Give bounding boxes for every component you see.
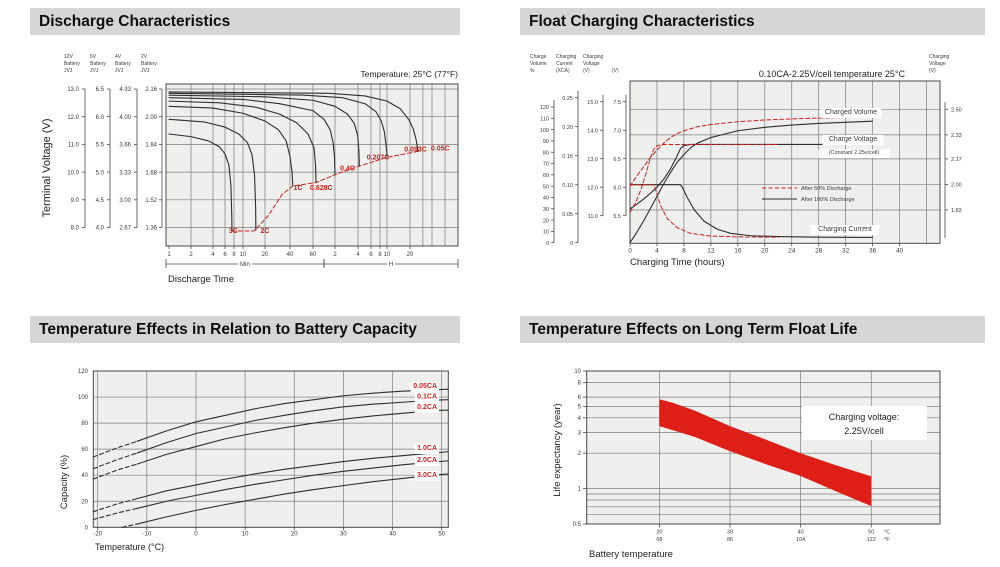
curve-label: 0.4C	[340, 165, 355, 173]
scale-value: 6.0	[95, 114, 104, 121]
tick-label: 60	[309, 252, 317, 258]
tick-label: -10	[142, 531, 152, 538]
tick-label: 4	[211, 252, 215, 258]
x-axis-label: Charging Time (hours)	[630, 257, 725, 268]
section-header-float-life: Temperature Effects on Long Term Float Life	[520, 316, 985, 343]
scale-value: 20	[542, 218, 549, 225]
scale-value: 3.33	[119, 170, 131, 177]
scale-header: JVJ	[90, 68, 99, 74]
tick-label: 50	[438, 531, 446, 538]
scale-value: 10.0	[67, 170, 79, 177]
scale-header: Voltage	[929, 61, 946, 67]
tick-label: 2	[333, 252, 337, 258]
tick-label: 10	[574, 369, 581, 375]
scale-value: 2.00	[951, 182, 962, 189]
scale-value: 5.5	[613, 213, 621, 220]
scale-value: 13.0	[67, 87, 79, 94]
scale-header: 12V	[64, 54, 73, 60]
tick-label: 20	[81, 499, 88, 506]
tick-label: 0	[194, 531, 198, 538]
curve-label: 2.0CA	[417, 457, 437, 464]
scale-header: Charging	[583, 54, 604, 60]
chart-note: Temperature: 25°C (77°F)	[360, 69, 458, 79]
tick-label: 1	[577, 486, 581, 493]
legend-label: After 50% Discharge	[801, 186, 852, 192]
scale-value: 0.25	[562, 95, 573, 102]
scale-value: 40	[542, 195, 549, 202]
y-axis-label: Life expectancy (year)	[552, 403, 563, 497]
scale-value: 4.5	[95, 198, 104, 204]
legend-label: After 100% Discharge	[801, 197, 855, 203]
scale-value: 1.84	[145, 142, 157, 149]
tick-label: 40	[389, 531, 396, 538]
y-axis-label: Terminal Voltage (V)	[41, 118, 53, 218]
plot-label: Charge Voltage	[828, 136, 878, 143]
scale-value: 6.0	[613, 185, 621, 192]
scale-header: Battery	[141, 61, 157, 67]
curve-label: 0.05CA	[413, 383, 437, 390]
scale-value: 50	[542, 184, 549, 191]
tick-label: 60	[81, 447, 88, 454]
tick-label: 4	[577, 415, 581, 422]
tick-label: 40	[81, 473, 88, 480]
scale-value: 2.33	[951, 133, 962, 140]
annotation-text: Charging voltage:	[828, 412, 900, 422]
scale-value: 70	[542, 161, 549, 168]
discharge-chart	[41, 54, 458, 285]
scale-value: 2.16	[145, 87, 157, 94]
tick-label: 16	[734, 247, 742, 255]
scale-value: 0.15	[562, 153, 573, 160]
tick-label: 8	[577, 380, 581, 387]
scale-value: 0	[545, 240, 549, 247]
scale-value: 7.5	[613, 99, 621, 106]
scale-value: 1.36	[145, 225, 157, 232]
tick-label: -20	[93, 531, 103, 538]
curve-label: 2C	[260, 228, 270, 236]
scale-value: 2.50	[951, 107, 962, 114]
scale-value: 7.0	[613, 128, 621, 135]
float-life-chart	[552, 369, 940, 560]
scale-value: 6.5	[95, 87, 104, 94]
tick-label: 120	[77, 369, 88, 375]
tick-label: 40	[286, 252, 294, 258]
curve-label: 0.1CA	[417, 393, 437, 401]
scale-value: 2.17	[951, 157, 962, 164]
scale-value: 1.52	[145, 198, 157, 204]
tick-label: 3	[577, 430, 581, 437]
chart-note: 0.10CA-2.25V/cell temperature 25°C	[758, 69, 905, 79]
y-axis-label: Capacity (%)	[59, 454, 70, 510]
tick-label: 122	[866, 537, 876, 543]
tick-label: 68	[656, 537, 663, 543]
scale-header: (V)	[929, 68, 936, 74]
section-header-temp-capacity: Temperature Effects in Relation to Battery Capacity	[30, 316, 460, 343]
curve-label: 0.093C	[404, 146, 427, 154]
scale-header: Volume	[530, 61, 547, 67]
tick-label: 12	[707, 247, 715, 255]
scale-value: 4.33	[119, 87, 131, 94]
curve-label: 1.0CA	[417, 445, 437, 452]
scale-header: Charge	[530, 54, 547, 60]
scale-header: (V)	[583, 68, 590, 74]
curve-label: 0.628C	[310, 184, 333, 192]
tick-label: 4	[356, 252, 360, 258]
scale-value: 8.0	[70, 225, 79, 232]
scale-value: 14.0	[587, 128, 598, 135]
scale-value: 1.83	[951, 208, 962, 215]
tick-label: 6	[577, 395, 581, 402]
scale-header: Voltage	[583, 61, 600, 67]
tick-label: 0.5	[572, 522, 581, 529]
scale-header: Battery	[90, 61, 106, 67]
tick-label: 50	[868, 529, 875, 536]
tick-label: 100	[77, 395, 88, 402]
scale-header: 4V	[115, 54, 122, 60]
curve-label: 0.207C	[366, 154, 390, 162]
scale-value: 3.66	[119, 142, 131, 149]
tick-label: 2	[577, 451, 581, 458]
tick-label: 80	[81, 421, 88, 428]
scale-value: 4.0	[95, 225, 104, 232]
scale-value: 12.0	[587, 185, 598, 192]
section-header-float-charging: Float Charging Characteristics	[520, 8, 985, 35]
scale-value: 15.0	[587, 99, 598, 106]
scale-header: Current	[556, 61, 573, 67]
tick-label: 2	[189, 252, 193, 258]
scale-value: 6.5	[613, 156, 621, 163]
scale-value: 100	[539, 127, 549, 134]
plot-area	[630, 81, 940, 243]
tick-label: 0	[628, 247, 632, 255]
scale-value: 120	[539, 105, 549, 112]
curve-label: 0.2CA	[417, 404, 437, 411]
scale-value: 0	[569, 240, 573, 247]
scale-header: 6V	[90, 54, 97, 60]
scale-header: Charging	[556, 54, 577, 60]
scale-value: 5.0	[95, 170, 104, 177]
tick-label: 10	[241, 531, 249, 538]
unit-span-label: Min	[240, 262, 250, 268]
scale-value: 11.0	[67, 142, 79, 149]
tick-unit: °C	[884, 529, 891, 536]
scale-header: JVJ	[64, 68, 73, 74]
tick-label: 24	[788, 247, 796, 255]
scale-value: 30	[542, 206, 549, 213]
scale-value: 3.00	[119, 198, 131, 204]
tick-label: 104	[796, 537, 806, 543]
scale-header: Battery	[64, 61, 80, 67]
tick-label: 28	[815, 247, 823, 255]
tick-label: 6	[369, 252, 373, 258]
scale-value: 110	[540, 116, 549, 123]
x-axis-label: Discharge Time	[168, 274, 234, 285]
tick-label: 20	[656, 529, 663, 536]
scale-header: JVJ	[141, 68, 150, 74]
scale-value: 60	[542, 173, 549, 180]
tick-label: 40	[797, 529, 804, 536]
scale-value: 0.20	[562, 124, 573, 131]
plot-label: (Constant 2.25v/cell)	[828, 150, 880, 156]
plot-label: Charging Current	[818, 226, 872, 233]
scale-header: JVJ	[115, 68, 124, 74]
scale-value: 1.68	[145, 170, 157, 177]
scale-value: 10	[542, 229, 549, 236]
scale-header: %	[530, 68, 535, 74]
scale-header: Charging	[929, 54, 950, 60]
tick-label: 10	[383, 252, 391, 258]
tick-label: 1	[167, 252, 171, 258]
scale-value: 90	[542, 139, 549, 146]
scale-value: 4.00	[119, 114, 131, 121]
tick-label: 0	[84, 525, 88, 532]
x-axis-label: Battery temperature	[589, 549, 673, 560]
scale-value: 12.0	[67, 114, 79, 121]
tick-label: 32	[842, 247, 850, 255]
tick-label: 86	[726, 537, 734, 543]
scale-header: 2V	[141, 54, 148, 60]
tick-label: 8	[682, 247, 686, 255]
curve-label: 0.05C	[430, 145, 450, 153]
tick-label: 5	[577, 404, 581, 411]
tick-label: 30	[340, 531, 347, 538]
curve-label: 1C	[293, 184, 303, 192]
scale-value: 9.0	[70, 198, 79, 204]
scale-value: 5.5	[95, 142, 104, 149]
tick-label: 20	[761, 247, 769, 255]
scale-header: (XCA)	[556, 68, 570, 74]
tick-label: 6	[223, 252, 227, 258]
curve-label: 3.0CA	[417, 472, 437, 479]
scale-value: 11.0	[587, 213, 598, 220]
tick-label: 10	[239, 252, 247, 258]
scale-value: 2.00	[145, 114, 157, 121]
scale-value: 13.0	[587, 156, 598, 163]
scale-value: 0.05	[562, 211, 573, 218]
tick-label: 30	[726, 529, 734, 536]
scale-value: 0.10	[562, 182, 573, 189]
x-axis-label: Temperature (°C)	[95, 542, 165, 552]
tick-label: 20	[406, 252, 414, 258]
scale-value: 2.67	[119, 225, 131, 232]
tick-label: 40	[895, 247, 904, 255]
scale-header: (V)	[612, 68, 619, 74]
scale-header: Battery	[115, 61, 131, 67]
tick-label: 8	[232, 252, 236, 258]
scale-value: 80	[542, 150, 549, 157]
annotation-text: 2.25V/cell	[844, 426, 884, 436]
tick-label: 4	[655, 247, 659, 255]
unit-span-label: H	[388, 262, 394, 268]
curve-label: 3C	[228, 228, 238, 236]
tick-label: 20	[290, 531, 298, 538]
plot-label: Charged Volume	[824, 109, 878, 116]
section-header-discharge: Discharge Characteristics	[30, 8, 460, 35]
tick-label: 20	[261, 252, 269, 258]
float-charging-chart	[530, 54, 962, 268]
temp-capacity-chart	[59, 369, 448, 552]
tick-label: 36	[868, 247, 877, 255]
tick-unit: °F	[884, 537, 890, 543]
tick-label: 8	[378, 252, 382, 258]
